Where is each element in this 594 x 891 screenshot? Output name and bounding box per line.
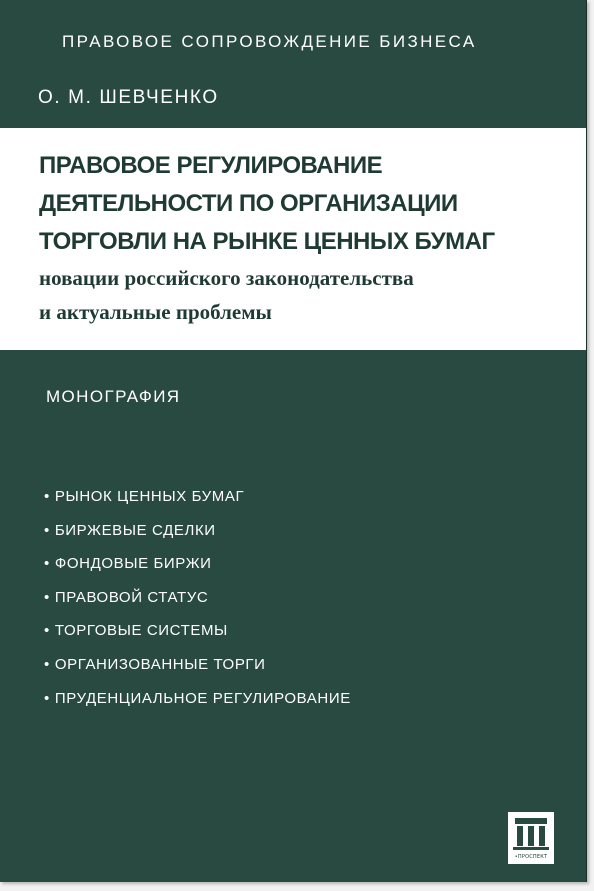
keyword-text: БИРЖЕВЫЕ СДЕЛКИ [54,521,216,539]
bullet-icon: • [44,622,50,640]
keyword-text: ФОНДОВЫЕ БИРЖИ [54,555,212,573]
keyword-item [44,480,351,514]
keyword-item [44,682,351,716]
author-name: О. М. ШЕВЧЕНКО [38,87,219,108]
building-columns-logo-icon [512,815,550,851]
subtitle-line: и актуальные проблемы [39,300,272,324]
keyword-text: ОРГАНИЗОВАННЫЕ ТОРГИ [54,655,266,673]
keyword-list [44,480,351,715]
keyword-text: ТОРГОВЫЕ СИСТЕМЫ [54,622,228,640]
bullet-icon: • [514,854,518,860]
title-line: ПРАВОВОЕ РЕГУЛИРОВАНИЕ [39,152,383,179]
bullet-icon: • [44,588,50,606]
bullet-icon: • [44,488,50,505]
keyword-item [44,547,351,581]
keyword-item [44,648,351,682]
book-title [39,147,569,261]
keyword-item [44,614,351,648]
publisher-label: ПРОСПЕКТ [517,854,548,860]
bullet-icon: • [44,521,50,539]
keyword-text: ПРАВОВОЙ СТАТУС [54,588,209,606]
subtitle-line: новации российского законодательства [39,266,414,290]
keyword-text: ПРУДЕНЦИАЛЬНОЕ РЕГУЛИРОВАНИЕ [54,689,351,707]
title-line: ТОРГОВЛИ НА РЫНКЕ ЦЕННЫХ БУМАГ [39,228,495,255]
publisher-name [508,853,554,861]
genre-label: МОНОГРАФИЯ [46,387,181,406]
keyword-item [44,514,351,548]
bullet-icon: • [44,655,50,673]
keyword-text: РЫНОК ЦЕННЫХ БУМАГ [54,488,245,505]
title-line: ДЕЯТЕЛЬНОСТИ ПО ОРГАНИЗАЦИИ [39,190,458,217]
publisher-logo [508,812,554,864]
book-subtitle [39,261,569,329]
series-title: ПРАВОВОЕ СОПРОВОЖДЕНИЕ БИЗНЕСА [62,32,477,51]
bullet-icon: • [44,689,50,707]
keyword-item [44,581,351,615]
bullet-icon: • [44,555,50,573]
